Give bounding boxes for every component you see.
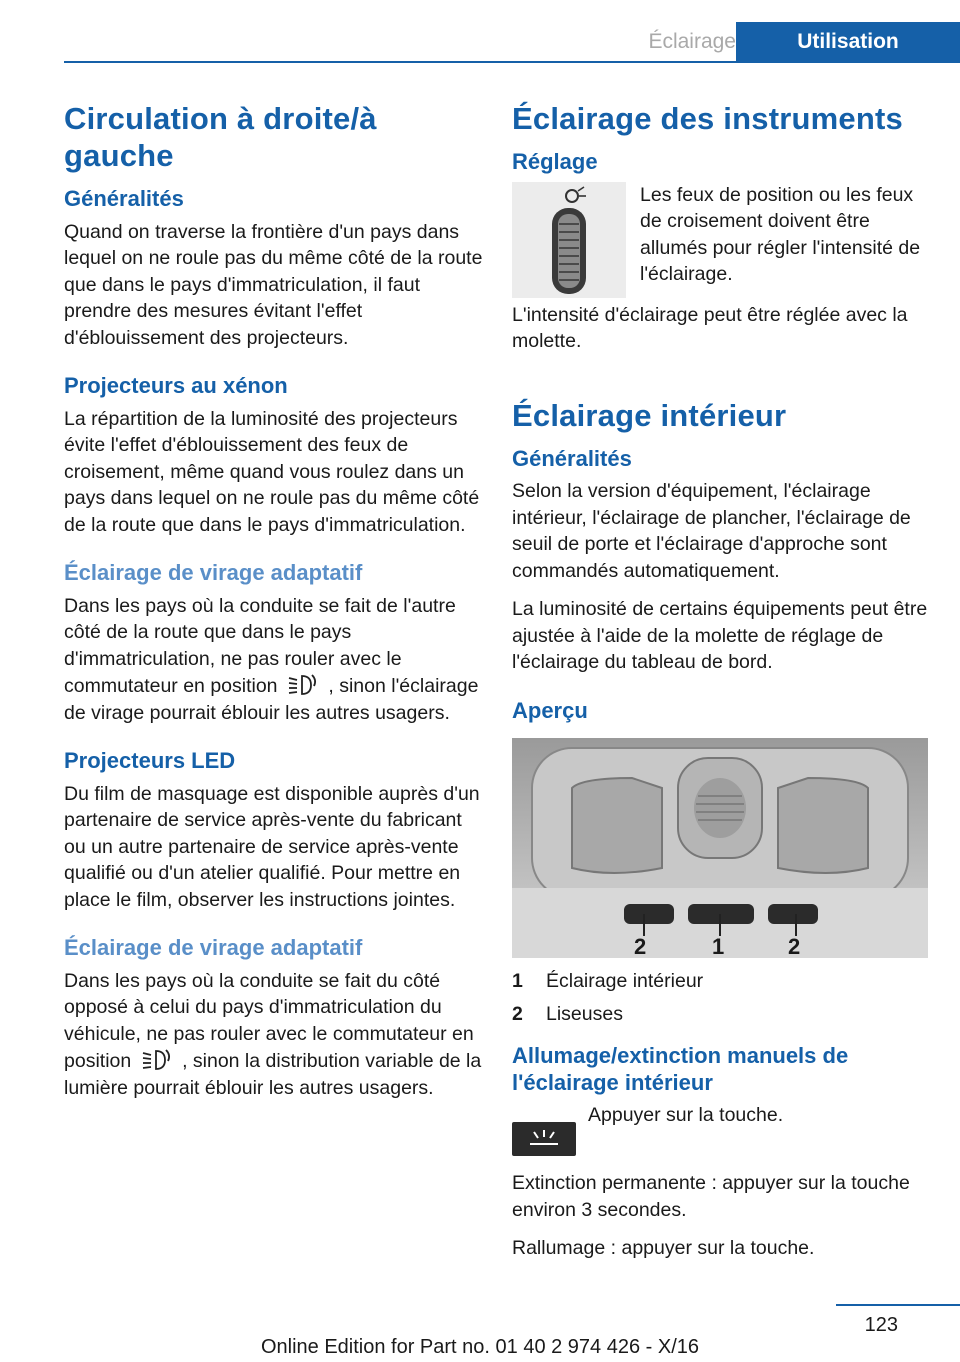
heading-adjustment: Réglage (512, 149, 598, 175)
right-column (512, 100, 932, 1274)
footer-rule (836, 1304, 960, 1306)
roof-console-photo (512, 738, 928, 958)
photo-label-2-right: 2 (788, 934, 801, 960)
page-number: 123 (864, 1314, 898, 1336)
title-traffic-side: Circulation à droite/à gauche (64, 101, 377, 174)
header-section: Éclairage (648, 30, 736, 53)
text-led: Du film de masquage est disponible auprès d'un partenaire de service après-vente du fabricant ou un autre partenaire de service après-vente qualifié ou d'un atelier qualifié. Pour mettre en place le film, observer les instructions jointes. (64, 782, 480, 911)
text-xenon: La répartition de la luminosité des projecteurs évite l'effet d'éblouissement des feux de croisement, même quand vous roulez dans un pays dans lequel on ne roule pas du même côté de la route que dans le pays d'immatriculation. (64, 407, 480, 536)
headlight-switch-icon (285, 672, 321, 696)
header-chapter: Utilisation (736, 22, 960, 62)
heading-overview: Aperçu (512, 697, 588, 723)
text-adjustment-1: Les feux de position ou les feux de croisement doivent être allumés pour régler l'intensité de l'éclairage. (640, 183, 921, 286)
adjustment-figure (512, 182, 932, 298)
text-interior-2: La luminosité de certains équipements peut être ajustée à l'aide de la molette de réglage de l'éclairage du tableau de bord. (512, 598, 928, 674)
page-header (0, 0, 960, 62)
heading-adaptive-1: Éclairage de virage adaptatif (64, 560, 363, 586)
title-instrument-lighting: Éclairage des instruments (512, 101, 903, 136)
text-press-button: Appuyer sur la touche. (588, 1104, 784, 1126)
header-rule (64, 61, 960, 63)
edition-text: Online Edition for Part no. 01 40 2 974 426 - X/16 (260, 1336, 700, 1358)
text-adaptive-1: Dans les pays où la conduite se fait de l'autre côté de la route que dans le pays d'immatriculation, ne pas rouler avec le commutateur en position , sinon l'éclairage de virage pourrait éblouir les autres usagers. (64, 594, 479, 724)
text-adjustment-2: L'intensité d'éclairage peut être réglée avec la molette. (512, 303, 908, 353)
heading-general: Généralités (64, 186, 184, 212)
thumbwheel-icon (512, 182, 626, 298)
heading-xenon: Projecteurs au xénon (64, 373, 288, 399)
heading-interior-general: Généralités (512, 445, 632, 471)
text-general: Quand on traverse la frontière d'un pays dans lequel on ne roule pas du même côté de la route que dans le pays d'immatriculation, il faut prendre des mesures évitant l'effet d'éblouissement des projecteurs. (64, 220, 483, 349)
photo-label-2-left: 2 (634, 934, 647, 960)
legend-item: 1 Éclairage intérieur (512, 970, 704, 993)
headlight-switch-icon (139, 1047, 175, 1071)
heading-led: Projecteurs LED (64, 748, 236, 774)
title-interior-lighting: Éclairage intérieur (512, 397, 787, 433)
text-interior-1: Selon la version d'équipement, l'éclairage intérieur, l'éclairage de plancher, l'éclairage de seuil de porte et l'éclairage d'approche sont commandés automatiquement. (512, 480, 911, 582)
interior-light-button-icon (512, 1122, 576, 1156)
button-figure (512, 1102, 932, 1156)
thumbwheel-image (512, 182, 626, 298)
legend-item: 2 Liseuses (512, 1002, 623, 1025)
text-adaptive-2: Dans les pays où la conduite se fait du côté opposé à celui du pays d'immatriculation du véhicule, ne pas rouler avec le commutateur en position , sinon la distribution variable de la lumière pourrait éblouir les autres usagers. (64, 969, 482, 1099)
heading-manual-switch: Allumage/extinction manuels de l'éclairage intérieur (512, 1043, 849, 1095)
heading-adaptive-2: Éclairage de virage adaptatif (64, 935, 363, 961)
text-permanent-off: Extinction permanente : appuyer sur la touche environ 3 secondes. (512, 1172, 910, 1221)
roof-console-icon (512, 738, 928, 958)
text-reactivate: Rallumage : appuyer sur la touche. (512, 1237, 815, 1260)
left-column (64, 100, 484, 1113)
photo-label-1: 1 (712, 934, 725, 960)
